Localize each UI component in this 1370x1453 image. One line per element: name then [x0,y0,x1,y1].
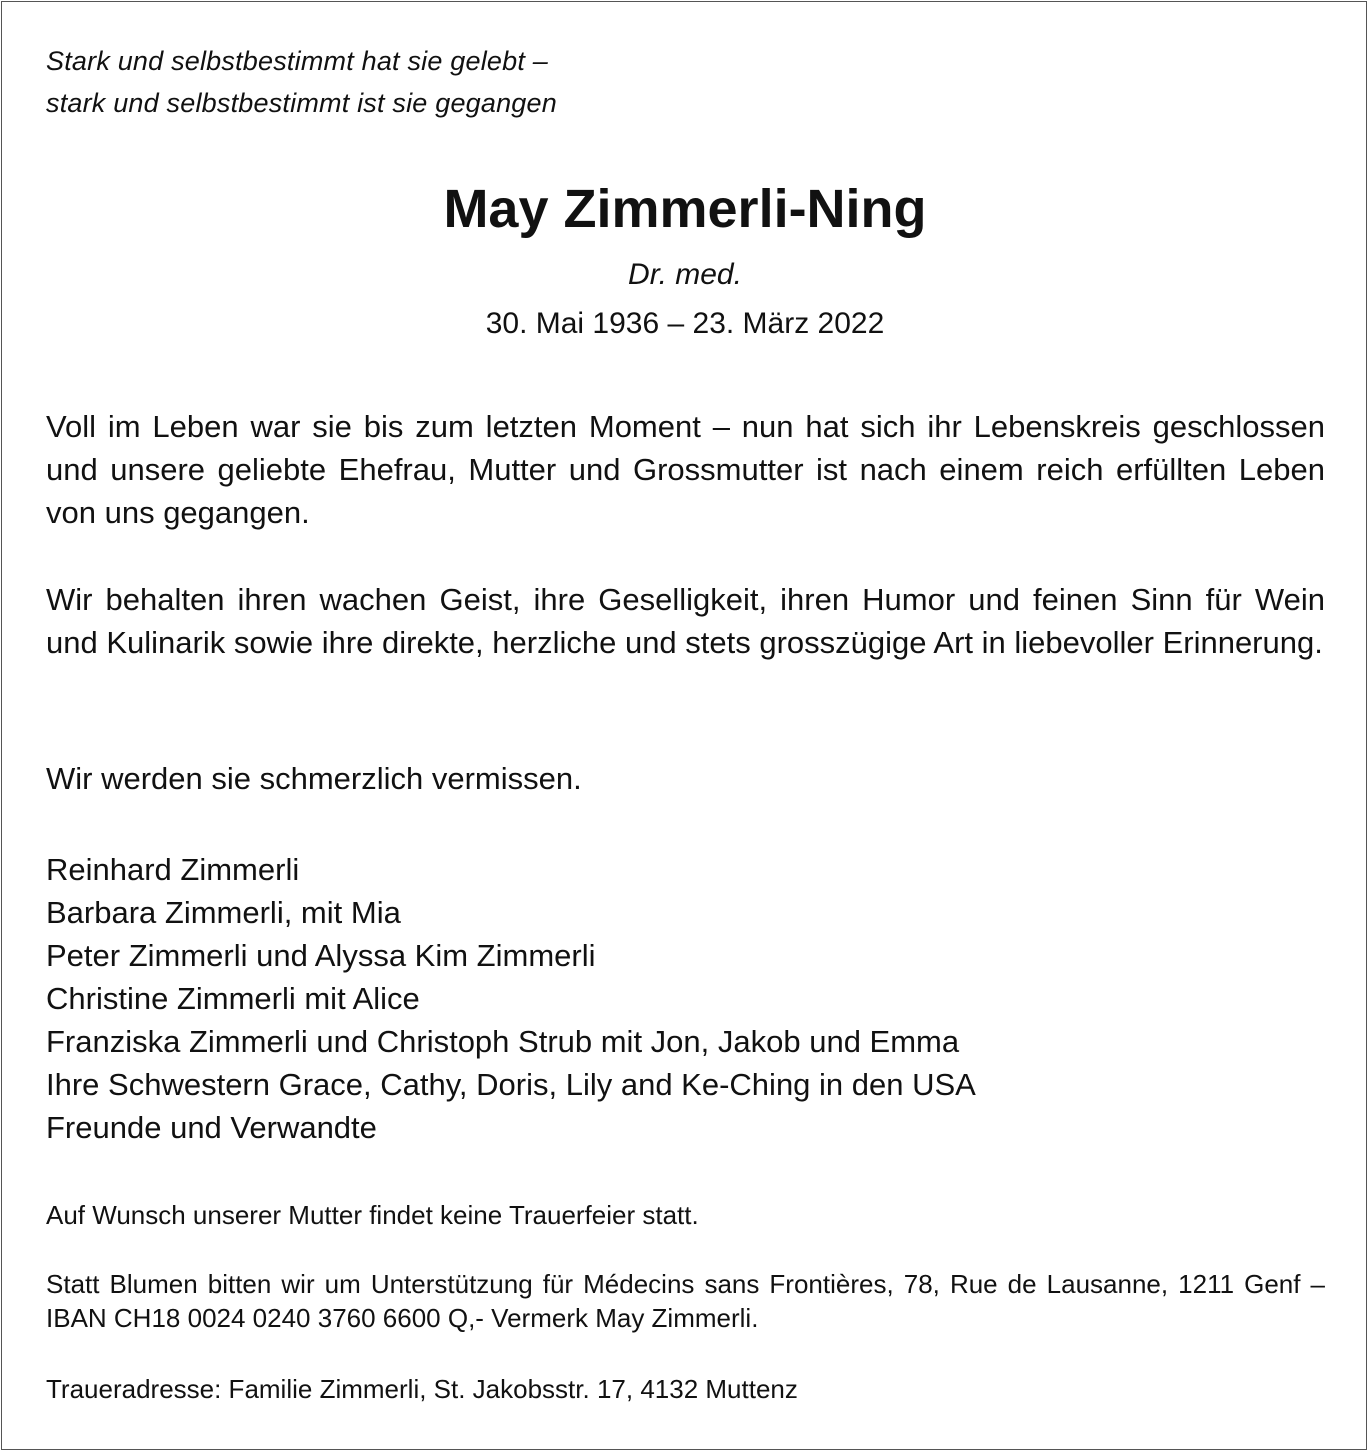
donation-note: Statt Blumen bitten wir um Unterstützung für Médecins sans Frontières, 78, Rue de Lausanne, 1211 Genf – IBAN CH18 0024 0240 3760 6600 Q,- Vermerk May Zimmerli. [46,1269,1325,1333]
mourning-address: Traueradresse: Familie Zimmerli, St. Jakobsstr. 17, 4132 Muttenz [46,1374,798,1404]
ceremony-note: Auf Wunsch unserer Mutter findet keine Trauerfeier statt. [46,1200,699,1230]
deceased-name: May Zimmerli-Ning [443,179,927,239]
paragraph-missing: Wir werden sie schmerzlich vermissen. [46,761,582,796]
signer: Christine Zimmerli mit Alice [46,981,420,1016]
paragraph-memory: Wir behalten ihren wachen Geist, ihre Geselligkeit, ihren Humor und feinen Sinn für Wein und Kulinarik sowie ihre direkte, herzliche und stets grosszügige Art in liebevoller Erinnerung. [46,582,1325,660]
signer: Barbara Zimmerli, mit Mia [46,895,401,930]
motto-line-2: stark und selbstbestimmt ist sie gegangen [46,88,557,118]
motto [46,40,557,124]
motto-line-1: Stark und selbstbestimmt hat sie gelebt – [46,46,548,76]
signers-list [46,848,976,1149]
signer: Franziska Zimmerli und Christoph Strub mit Jon, Jakob und Emma [46,1024,960,1059]
signer: Ihre Schwestern Grace, Cathy, Doris, Lily and Ke-Ching in den USA [46,1067,976,1102]
deceased-title: Dr. med. [628,258,742,291]
paragraph-life: Voll im Leben war sie bis zum letzten Moment – nun hat sich ihr Lebenskreis geschlossen und unsere geliebte Ehefrau, Mutter und Grossmutter ist nach einem reich erfüllten Leben von uns gegangen. [46,409,1325,530]
life-dates: 30. Mai 1936 – 23. März 2022 [485,307,885,340]
signer: Freunde und Verwandte [46,1110,377,1145]
signer: Reinhard Zimmerli [46,852,300,887]
signer: Peter Zimmerli und Alyssa Kim Zimmerli [46,938,596,973]
